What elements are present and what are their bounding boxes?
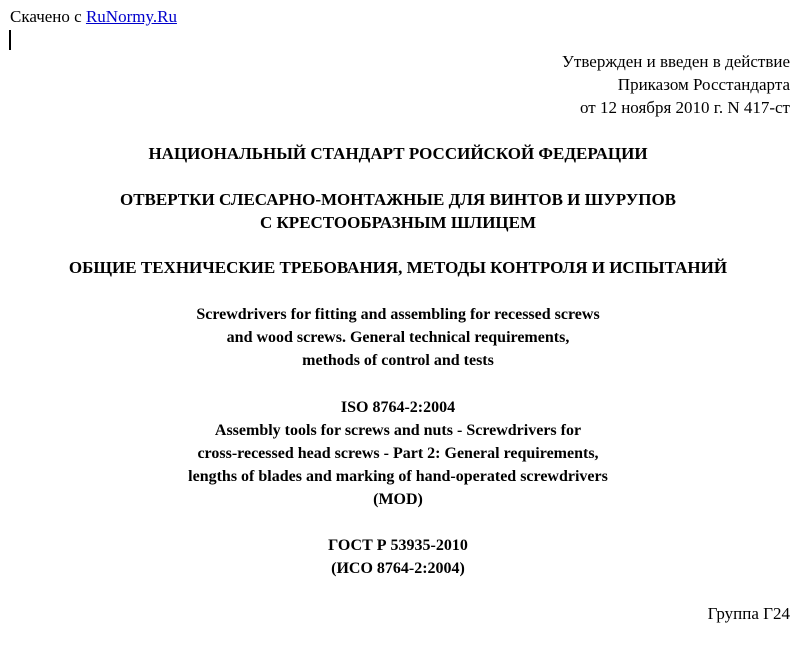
title-ru-line-2: С КРЕСТООБРАЗНЫМ ШЛИЦЕМ: [259, 213, 537, 232]
text-cursor: [9, 30, 11, 50]
title-ru-line-1: ОТВЕРТКИ СЛЕСАРНО-МОНТАЖНЫЕ ДЛЯ ВИНТОВ И ШУРУПОВ: [119, 190, 677, 209]
approval-block: [562, 50, 790, 119]
national-standard-heading: [0, 143, 796, 165]
source-link[interactable]: RuNormy.Ru: [85, 7, 177, 26]
gost-block: [0, 534, 796, 580]
title-en-line-3: methods of control and tests: [302, 352, 494, 369]
title-en-line-2: and wood screws. General technical requirements,: [226, 329, 570, 346]
title-en-line-1: Screwdrivers for fitting and assembling for recessed screws: [196, 306, 600, 323]
iso-line-2: cross-recessed head screws - Part 2: General requirements,: [197, 445, 599, 462]
subtitle-ru: [0, 257, 796, 279]
national-standard-text: НАЦИОНАЛЬНЫЙ СТАНДАРТ РОССИЙСКОЙ ФЕДЕРАЦИИ: [148, 144, 648, 163]
source-line: [10, 6, 177, 28]
subtitle-ru-text: ОБЩИЕ ТЕХНИЧЕСКИЕ ТРЕБОВАНИЯ, МЕТОДЫ КОНТРОЛЯ И ИСПЫТАНИЙ: [68, 258, 728, 277]
group-text: Группа Г24: [707, 604, 790, 623]
gost-code: ГОСТ Р 53935-2010: [328, 537, 468, 554]
gost-iso-ref: (ИСО 8764-2:2004): [331, 560, 465, 577]
title-ru: [0, 188, 796, 234]
iso-line-4: (MOD): [373, 491, 423, 508]
approval-line-1: Утвержден и введен в действие: [561, 52, 790, 71]
iso-line-1: Assembly tools for screws and nuts - Screwdrivers for: [214, 422, 582, 439]
source-prefix: Скачено с: [10, 7, 86, 26]
group-label: [708, 603, 790, 625]
approval-line-3: от 12 ноября 2010 г. N 417-ст: [580, 98, 790, 117]
iso-line-3: lengths of blades and marking of hand-operated screwdrivers: [188, 468, 608, 485]
approval-line-2: Приказом Росстандарта: [617, 75, 790, 94]
iso-block: [0, 396, 796, 511]
title-en: [0, 303, 796, 372]
iso-code: ISO 8764-2:2004: [340, 399, 456, 416]
